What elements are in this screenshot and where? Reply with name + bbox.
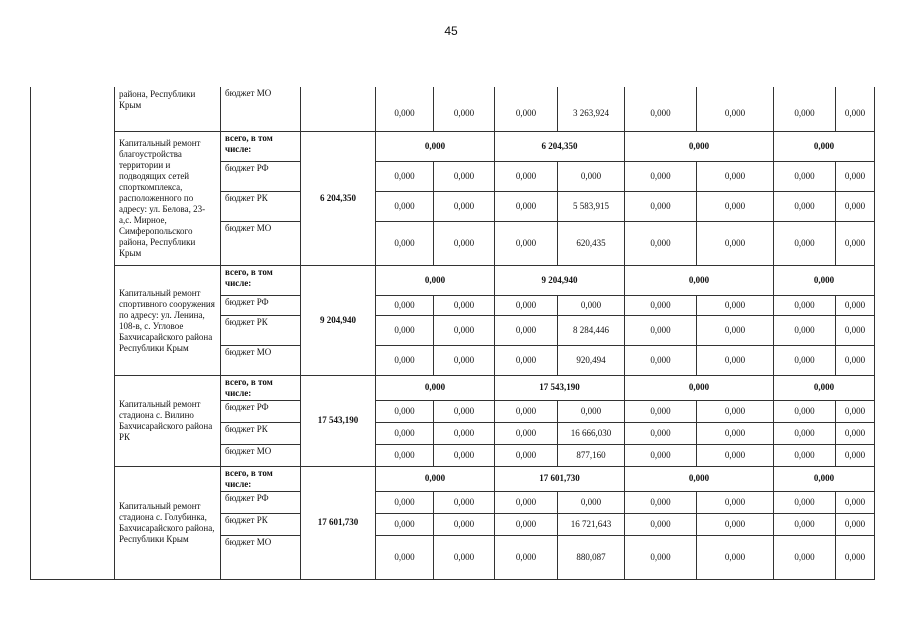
- value-cell: 0,000: [434, 400, 495, 422]
- value-cell: 0,000: [697, 161, 774, 191]
- value-cell: 0,000: [495, 315, 558, 345]
- value-cell: 0,000: [376, 315, 434, 345]
- value-cell: 0,000: [434, 513, 495, 535]
- value-cell: 0,000: [434, 491, 495, 513]
- value-cell: 0,000: [625, 295, 697, 315]
- table-row: [31, 87, 875, 131]
- year-total-cell: 9 204,940: [495, 265, 625, 295]
- value-cell: 0,000: [625, 535, 697, 579]
- value-cell: 0,000: [434, 295, 495, 315]
- value-cell: 0,000: [697, 422, 774, 444]
- value-cell: 877,160: [558, 444, 625, 466]
- source-cell: всего, в том числе:: [221, 375, 301, 400]
- value-cell: 0,000: [774, 513, 836, 535]
- row-number-cell: [31, 87, 115, 579]
- value-cell: 0,000: [774, 87, 836, 131]
- value-cell: 0,000: [625, 513, 697, 535]
- object-cell: Капитальный ремонт благоустройства территории и подводящих сетей спорткомплекса, расположенного по адресу: ул. Белова, 23-а,с. Мирное, Симферопольского района, Республики Крым: [115, 131, 221, 265]
- value-cell: 0,000: [836, 191, 875, 221]
- source-cell: бюджет РФ: [221, 400, 301, 422]
- value-cell: 0,000: [495, 221, 558, 265]
- total-cell: 17 543,190: [301, 375, 376, 466]
- source-cell: бюджет РК: [221, 191, 301, 221]
- value-cell: 0,000: [495, 161, 558, 191]
- year-total-cell: 0,000: [376, 131, 495, 161]
- source-cell: бюджет РК: [221, 513, 301, 535]
- value-cell: 0,000: [434, 221, 495, 265]
- value-cell: 0,000: [836, 87, 875, 131]
- value-cell: 0,000: [625, 221, 697, 265]
- value-cell: 0,000: [697, 295, 774, 315]
- value-cell: 0,000: [376, 400, 434, 422]
- year-total-cell: 0,000: [376, 265, 495, 295]
- value-cell: 0,000: [495, 535, 558, 579]
- source-cell: всего, в том числе:: [221, 265, 301, 295]
- value-cell: 0,000: [558, 491, 625, 513]
- value-cell: 0,000: [434, 422, 495, 444]
- value-cell: 0,000: [495, 491, 558, 513]
- year-total-cell: 0,000: [774, 375, 875, 400]
- value-cell: 0,000: [697, 221, 774, 265]
- year-total-cell: 0,000: [774, 131, 875, 161]
- year-total-cell: 0,000: [774, 466, 875, 491]
- page-number: 45: [444, 24, 458, 38]
- value-cell: 0,000: [376, 161, 434, 191]
- value-cell: 620,435: [558, 221, 625, 265]
- value-cell: 0,000: [836, 400, 875, 422]
- value-cell: 0,000: [625, 161, 697, 191]
- value-cell: 880,087: [558, 535, 625, 579]
- value-cell: 0,000: [376, 444, 434, 466]
- value-cell: 0,000: [495, 513, 558, 535]
- value-cell: 0,000: [625, 422, 697, 444]
- value-cell: 0,000: [697, 87, 774, 131]
- value-cell: 0,000: [697, 400, 774, 422]
- value-cell: 5 583,915: [558, 191, 625, 221]
- source-cell: бюджет РФ: [221, 491, 301, 513]
- total-cell: 17 601,730: [301, 466, 376, 579]
- value-cell: 0,000: [836, 422, 875, 444]
- value-cell: 0,000: [376, 513, 434, 535]
- value-cell: 0,000: [774, 191, 836, 221]
- value-cell: 0,000: [376, 422, 434, 444]
- year-total-cell: 0,000: [625, 375, 774, 400]
- value-cell: 0,000: [836, 535, 875, 579]
- source-cell: бюджет МО: [221, 535, 301, 579]
- source-cell: бюджет РФ: [221, 295, 301, 315]
- source-cell: всего, в том числе:: [221, 466, 301, 491]
- year-total-cell: 0,000: [625, 466, 774, 491]
- value-cell: 0,000: [434, 161, 495, 191]
- value-cell: 0,000: [434, 315, 495, 345]
- value-cell: 0,000: [434, 444, 495, 466]
- value-cell: 0,000: [495, 400, 558, 422]
- object-cell: Капитальный ремонт спортивного сооружения по адресу: ул. Ленина, 108-в, с. Угловое Бахчисарайского района Республики Крым: [115, 265, 221, 375]
- total-cell: 6 204,350: [301, 131, 376, 265]
- value-cell: 0,000: [434, 191, 495, 221]
- value-cell: 0,000: [697, 535, 774, 579]
- value-cell: 0,000: [625, 491, 697, 513]
- value-cell: 0,000: [625, 444, 697, 466]
- value-cell: 0,000: [774, 535, 836, 579]
- value-cell: 0,000: [558, 400, 625, 422]
- source-cell: бюджет РК: [221, 422, 301, 444]
- value-cell: 0,000: [625, 345, 697, 375]
- value-cell: 0,000: [434, 87, 495, 131]
- value-cell: 0,000: [774, 315, 836, 345]
- budget-table: [30, 87, 875, 580]
- value-cell: 0,000: [836, 444, 875, 466]
- source-cell: бюджет МО: [221, 444, 301, 466]
- value-cell: 0,000: [774, 161, 836, 191]
- value-cell: 0,000: [697, 191, 774, 221]
- value-cell: 0,000: [376, 535, 434, 579]
- value-cell: 0,000: [558, 295, 625, 315]
- year-total-cell: 0,000: [376, 466, 495, 491]
- value-cell: 3 263,924: [558, 87, 625, 131]
- table-row: [31, 265, 875, 295]
- value-cell: 0,000: [376, 221, 434, 265]
- value-cell: 0,000: [495, 444, 558, 466]
- value-cell: 0,000: [836, 513, 875, 535]
- object-cell: Капитальный ремонт стадиона с. Вилино Бахчисарайского района РК: [115, 375, 221, 466]
- value-cell: 0,000: [558, 161, 625, 191]
- value-cell: 8 284,446: [558, 315, 625, 345]
- value-cell: 0,000: [697, 513, 774, 535]
- value-cell: 0,000: [774, 491, 836, 513]
- total-cell: [301, 87, 376, 131]
- value-cell: 0,000: [836, 221, 875, 265]
- value-cell: 0,000: [697, 491, 774, 513]
- value-cell: 0,000: [774, 444, 836, 466]
- value-cell: 0,000: [774, 345, 836, 375]
- value-cell: 0,000: [495, 295, 558, 315]
- total-cell: 9 204,940: [301, 265, 376, 375]
- value-cell: 0,000: [376, 295, 434, 315]
- source-cell: бюджет МО: [221, 345, 301, 375]
- value-cell: 16 666,030: [558, 422, 625, 444]
- value-cell: 0,000: [697, 315, 774, 345]
- table-row: [31, 375, 875, 400]
- object-cell: района, Республики Крым: [115, 87, 221, 131]
- value-cell: 0,000: [376, 345, 434, 375]
- value-cell: 0,000: [836, 161, 875, 191]
- value-cell: 920,494: [558, 345, 625, 375]
- value-cell: 0,000: [376, 491, 434, 513]
- value-cell: 0,000: [376, 87, 434, 131]
- value-cell: 0,000: [836, 345, 875, 375]
- value-cell: 0,000: [625, 191, 697, 221]
- source-cell: бюджет РК: [221, 315, 301, 345]
- value-cell: 0,000: [625, 315, 697, 345]
- value-cell: 0,000: [774, 221, 836, 265]
- year-total-cell: 17 543,190: [495, 375, 625, 400]
- year-total-cell: 17 601,730: [495, 466, 625, 491]
- value-cell: 0,000: [625, 87, 697, 131]
- value-cell: 0,000: [495, 191, 558, 221]
- value-cell: 0,000: [495, 422, 558, 444]
- value-cell: 0,000: [836, 295, 875, 315]
- source-cell: бюджет МО: [221, 87, 301, 131]
- source-cell: бюджет РФ: [221, 161, 301, 191]
- source-cell: всего, в том числе:: [221, 131, 301, 161]
- year-total-cell: 0,000: [774, 265, 875, 295]
- source-cell: бюджет МО: [221, 221, 301, 265]
- table-row: [31, 131, 875, 161]
- value-cell: 0,000: [836, 491, 875, 513]
- table-row: [31, 466, 875, 491]
- year-total-cell: 0,000: [376, 375, 495, 400]
- value-cell: 0,000: [495, 87, 558, 131]
- year-total-cell: 0,000: [625, 131, 774, 161]
- value-cell: 0,000: [625, 400, 697, 422]
- value-cell: 0,000: [836, 315, 875, 345]
- table-body: [31, 87, 875, 579]
- value-cell: 16 721,643: [558, 513, 625, 535]
- value-cell: 0,000: [434, 535, 495, 579]
- value-cell: 0,000: [376, 191, 434, 221]
- value-cell: 0,000: [495, 345, 558, 375]
- year-total-cell: 6 204,350: [495, 131, 625, 161]
- year-total-cell: 0,000: [625, 265, 774, 295]
- object-cell: Капитальный ремонт стадиона с. Голубинка, Бахчисарайского района, Республики Крым: [115, 466, 221, 579]
- value-cell: 0,000: [434, 345, 495, 375]
- value-cell: 0,000: [774, 295, 836, 315]
- value-cell: 0,000: [697, 444, 774, 466]
- value-cell: 0,000: [697, 345, 774, 375]
- value-cell: 0,000: [774, 400, 836, 422]
- value-cell: 0,000: [774, 422, 836, 444]
